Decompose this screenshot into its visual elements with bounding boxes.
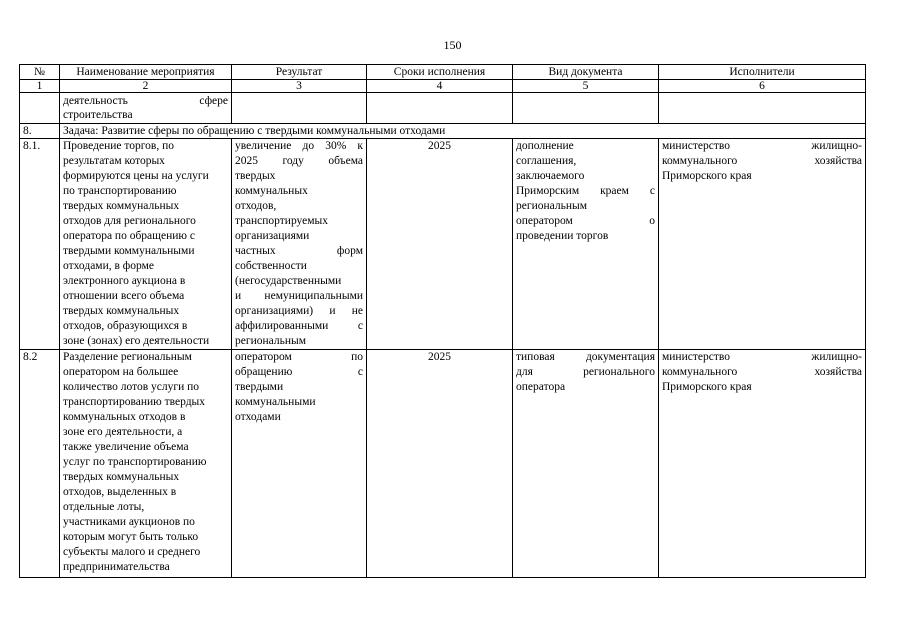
cell-text-line: отношении всего объема — [63, 290, 185, 302]
continuation-word: строительства — [63, 109, 133, 121]
header-result: Результат — [232, 65, 367, 80]
document-type-cell — [513, 350, 659, 578]
result-cell — [232, 350, 367, 578]
row-number: 8.1. — [20, 139, 60, 350]
cell-text-line: региональным — [235, 335, 306, 347]
task-row — [20, 124, 866, 139]
cell-text-line: коммунального хозяйства — [662, 155, 862, 167]
cell-text-line: 2025 году объема — [235, 155, 363, 167]
cell-text-line: участниками аукционов по — [63, 516, 195, 528]
deadline-cell: 2025 — [367, 350, 513, 578]
cell-text-line: предпринимательства — [63, 561, 170, 573]
continuation-number-cell — [20, 93, 60, 124]
continuation-executors-cell — [659, 93, 866, 124]
column-number: 3 — [232, 80, 367, 93]
cell-text-line: твердыми коммунальными — [63, 245, 195, 257]
row-number: 8.2 — [20, 350, 60, 578]
cell-text-line: по транспортированию — [63, 185, 177, 197]
header-document-type: Вид документа — [513, 65, 659, 80]
cell-text-line: отходов, — [235, 200, 277, 212]
cell-text-line: отходами, в форме — [63, 260, 154, 272]
cell-text-line: для регионального — [516, 366, 655, 378]
table-row — [20, 350, 866, 578]
cell-text-line: частных форм — [235, 245, 363, 257]
column-number: 4 — [367, 80, 513, 93]
cell-text-line: твердых коммунальных — [63, 305, 180, 317]
cell-text-line: проведении торгов — [516, 230, 609, 242]
cell-text-line: зоне его деятельности, а — [63, 426, 183, 438]
cell-text-line: транспортированию твердых — [63, 396, 206, 408]
cell-text-line: Проведение торгов, по — [63, 140, 175, 152]
cell-text-line: министерство жилищно- — [662, 351, 862, 363]
continuation-doctype-cell — [513, 93, 659, 124]
cell-text-line: Разделение региональным — [63, 351, 192, 363]
cell-text-line: организациями — [235, 230, 310, 242]
cell-text-line: коммунальными — [235, 396, 316, 408]
cell-text-line: соглашения, — [516, 155, 577, 167]
action-name-cell — [60, 350, 232, 578]
cell-text-line: оператора по обращению с — [63, 230, 195, 242]
cell-text-line: Приморского края — [662, 170, 752, 182]
cell-text-line: отходов, образующихся в — [63, 320, 188, 332]
cell-text-line: обращению с — [235, 366, 363, 378]
cell-text-line: зоне (зонах) его деятельности — [63, 335, 210, 347]
continuation-word: деятельность — [63, 95, 128, 107]
header-number: № — [20, 65, 60, 80]
cell-text-line: формируются цены на услуги — [63, 170, 209, 182]
cell-text-line: твердых коммунальных — [63, 471, 180, 483]
cell-text-line: коммунальных отходов в — [63, 411, 186, 423]
cell-text-line: твердыми — [235, 381, 284, 393]
task-number: 8. — [20, 124, 60, 139]
cell-text-line: коммунального хозяйства — [662, 366, 862, 378]
continuation-result-cell — [232, 93, 367, 124]
cell-text-line: результатам которых — [63, 155, 165, 167]
cell-text-line: аффилированными с — [235, 320, 363, 332]
continuation-row — [20, 93, 866, 124]
cell-text-line: собственности — [235, 260, 307, 272]
cell-text-line: министерство жилищно- — [662, 140, 862, 152]
cell-text-line: коммунальных — [235, 185, 308, 197]
cell-text-line: которым могут быть только — [63, 531, 199, 543]
cell-text-line: организациями) и не — [235, 305, 363, 317]
table-row — [20, 139, 866, 350]
header-row — [20, 65, 866, 80]
cell-text-line: оператором на большее — [63, 366, 179, 378]
cell-text-line: Приморским краем с — [516, 185, 655, 197]
cell-text-line: оператора — [516, 381, 566, 393]
executors-cell — [659, 139, 866, 350]
cell-text-line: также увеличение объема — [63, 441, 189, 453]
column-number: 2 — [60, 80, 232, 93]
cell-text-line: электронного аукциона в — [63, 275, 186, 287]
cell-text-line: оператором по — [235, 351, 363, 363]
header-executors: Исполнители — [659, 65, 866, 80]
cell-text-line: увеличение до 30% к — [235, 140, 363, 152]
executors-cell — [659, 350, 866, 578]
cell-text-line: твердых коммунальных — [63, 200, 180, 212]
cell-text-line: отдельные лоты, — [63, 501, 145, 513]
document-type-cell — [513, 139, 659, 350]
page-number: 150 — [443, 38, 462, 52]
cell-text-line: Приморского края — [662, 381, 752, 393]
cell-text-line: отходов, выделенных в — [63, 486, 177, 498]
continuation-name-cell — [60, 93, 232, 124]
cell-text-line: типовая документация — [516, 351, 655, 363]
cell-text-line: твердых — [235, 170, 276, 182]
cell-text-line: услуг по транспортированию — [63, 456, 207, 468]
continuation-word: сфере — [199, 95, 228, 107]
column-numbers-row — [20, 80, 866, 93]
column-number: 6 — [659, 80, 866, 93]
action-plan-table — [19, 64, 866, 578]
deadline-cell: 2025 — [367, 139, 513, 350]
cell-text-line: оператором о — [516, 215, 655, 227]
column-number: 5 — [513, 80, 659, 93]
cell-text-line: субъекты малого и среднего — [63, 546, 201, 558]
cell-text-line: отходами — [235, 411, 281, 423]
header-deadline: Сроки исполнения — [367, 65, 513, 80]
cell-text-line: дополнение — [516, 140, 574, 152]
cell-text-line: отходов для регионального — [63, 215, 196, 227]
cell-text-line: и немуниципальными — [235, 290, 363, 302]
continuation-deadline-cell — [367, 93, 513, 124]
action-name-cell — [60, 139, 232, 350]
task-title: Задача: Развитие сферы по обращению с твердыми коммунальными отходами — [60, 124, 866, 139]
cell-text-line: количество лотов услуги по — [63, 381, 200, 393]
cell-text-line: (негосударственными — [235, 275, 342, 287]
cell-text-line: региональным — [516, 200, 587, 212]
column-number: 1 — [20, 80, 60, 93]
header-action-name: Наименование мероприятия — [60, 65, 232, 80]
cell-text-line: заключаемого — [516, 170, 585, 182]
result-cell — [232, 139, 367, 350]
cell-text-line: транспортируемых — [235, 215, 329, 227]
